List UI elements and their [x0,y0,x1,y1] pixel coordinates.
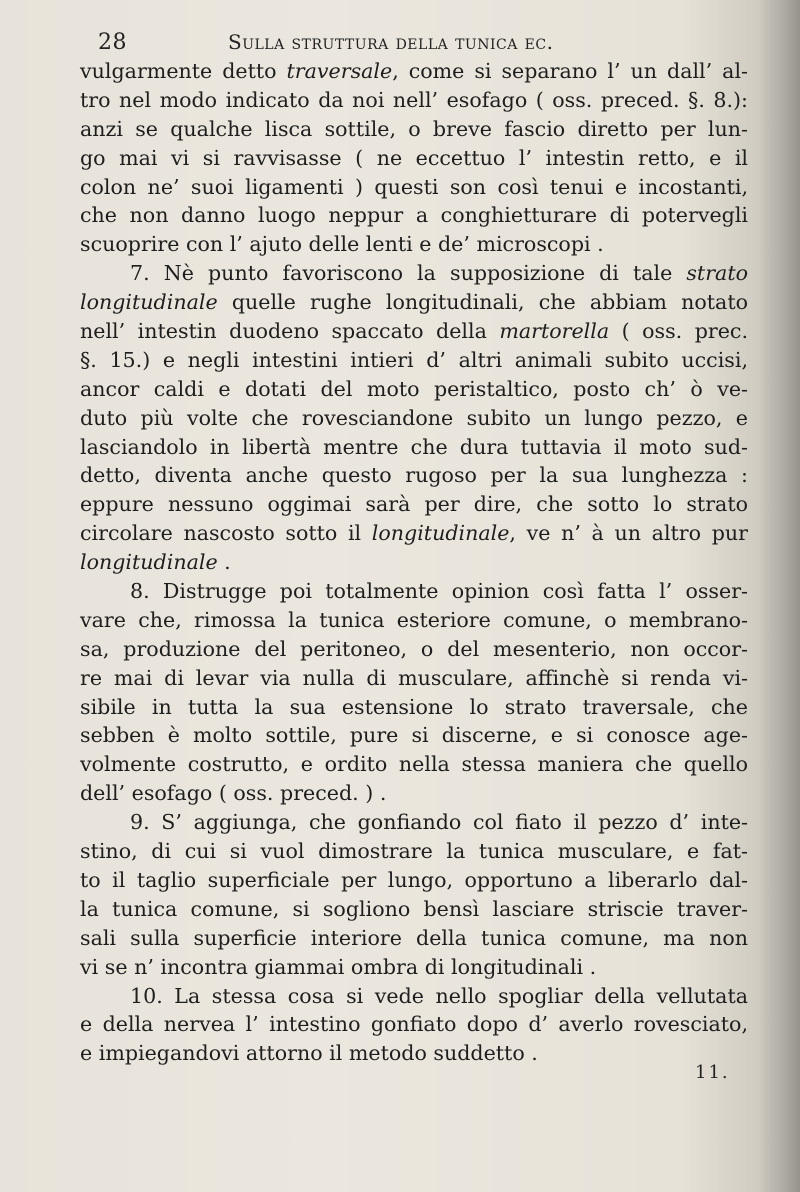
text-line [80,1039,748,1068]
text-line [80,433,748,462]
text-line [80,317,748,346]
text-run: scuoprire con l’ ajuto delle lenti e de’ microscopi . [80,232,604,257]
text-run: sali sulla superficie interiore della tunica comune, ma non [80,925,748,950]
text-run: colon ne’ suoi ligamenti ) questi son così tenui e incostanti, [80,174,748,199]
binding-gutter-shadow [758,0,800,1192]
text-line [80,144,748,173]
text-run: sa, produzione del peritoneo, o del mesenterio, non occor- [80,636,748,661]
italic-term: longitudinale [80,290,218,315]
text-run: nell’ intestin duodeno spaccato della [80,319,500,344]
text-line [80,1010,748,1039]
italic-term: strato [686,261,748,286]
text-run: circolare nascosto sotto il [80,521,372,546]
text-run: , come si separano l’ un dall’ al- [392,59,748,83]
text-line [80,173,748,202]
text-line [80,837,748,866]
text-run: la tunica comune, si sogliono bensì lasciare striscie traver- [80,896,748,921]
text-line [80,606,748,635]
text-run: detto, diventa anche questo rugoso per la sua lunghezza : [80,463,748,488]
text-line [80,230,748,259]
text-run: 8. Distrugge poi totalmente opinion così fatta l’ osser- [130,579,748,604]
italic-term: longitudinale [371,521,510,546]
text-line [80,346,748,375]
text-run: sebben è molto sottile, pure si discerne, e si conosce age- [80,723,748,748]
text-run: eppure nessuno oggimai sarà per dire, che sotto lo strato [80,492,748,517]
text-line [80,953,748,982]
text-run: duto più volte che rovesciandone subito un lungo pezzo, e [80,405,748,430]
italic-term: longitudinale [80,550,218,575]
text-line [80,721,748,750]
catchword: 11. [695,1062,730,1083]
text-run: ( oss. prec. [609,319,748,344]
text-run: vi se n’ incontra giammai ombra di longitudinali . [80,954,597,979]
text-run: 10. La stessa cosa si vede nello spogliar della vellutata [130,983,748,1008]
text-run: to il taglio superficiale per lungo, opportuno a liberarlo dal- [80,867,748,892]
text-run: , ve n’ à un altro pur [509,521,748,546]
text-line [80,404,748,433]
text-line [80,201,748,230]
text-run: go mai vi si ravvisasse ( ne eccettuo l’ intestin retto, e il [80,145,748,170]
text-run: vare che, rimossa la tunica esteriore comune, o membrano- [80,607,748,632]
text-line [80,548,748,577]
text-run: volmente costrutto, e ordito nella stessa maniera che quello [80,752,748,777]
text-line [80,895,748,924]
text-run: . [217,550,231,575]
text-line [80,288,748,317]
text-run: re mai di levar via nulla di musculare, affinchè si renda vi- [80,665,748,690]
text-run: 9. S’ aggiunga, che gonfiando col fiato il pezzo d’ inte- [130,810,748,835]
text-run: stino, di cui si vuol dimostrare la tunica musculare, e fat- [80,839,748,864]
text-run: e impiegandovi attorno il metodo suddetto . [80,1041,538,1066]
text-line [80,693,748,722]
text-run: lasciandolo in libertà mentre che dura tuttavia il moto sud- [80,434,748,459]
text-line [80,259,748,288]
text-run: e della nervea l’ intestino gonfiato dopo d’ averlo rovesciato, [80,1012,748,1037]
text-run: tro nel modo indicato da noi nell’ esofago ( oss. preced. §. 8.): [80,87,748,112]
text-line [80,577,748,606]
italic-term: martorella [499,319,610,344]
text-run: 7. Nè punto favoriscono la supposizione di tale [130,261,687,286]
text-line [80,490,748,519]
text-run: vulgarmente detto [80,59,287,83]
text-line [80,808,748,837]
text-run: ancor caldi e dotati del moto peristaltico, posto ch’ ò ve- [80,376,748,401]
text-run: §. 15.) e negli intestini intieri d’ altri animali subito uccisi, [80,347,748,372]
text-line [80,664,748,693]
body-text [80,57,748,1068]
text-run: anzi se qualche lisca sottile, o breve fascio diretto per lun- [80,116,748,141]
text-line [80,924,748,953]
italic-term: traversale [286,59,393,83]
text-line [80,519,748,548]
running-header [98,30,618,60]
text-line [80,635,748,664]
text-run: quelle rughe longitudinali, che abbiam notato [217,290,748,315]
running-title: Sulla struttura della tunica ec. [228,30,554,54]
text-line [80,750,748,779]
text-line [80,982,748,1011]
text-line [80,115,748,144]
text-run: dell’ esofago ( oss. preced. ) . [80,781,387,806]
text-line [80,57,748,86]
page-number: 28 [98,30,127,55]
text-run: che non danno luogo neppur a conghietturare di potervegli [80,203,748,228]
text-line [80,866,748,895]
text-run: sibile in tutta la sua estensione lo strato traversale, che [80,694,748,719]
text-line [80,461,748,490]
text-line [80,375,748,404]
text-line [80,86,748,115]
text-line [80,779,748,808]
